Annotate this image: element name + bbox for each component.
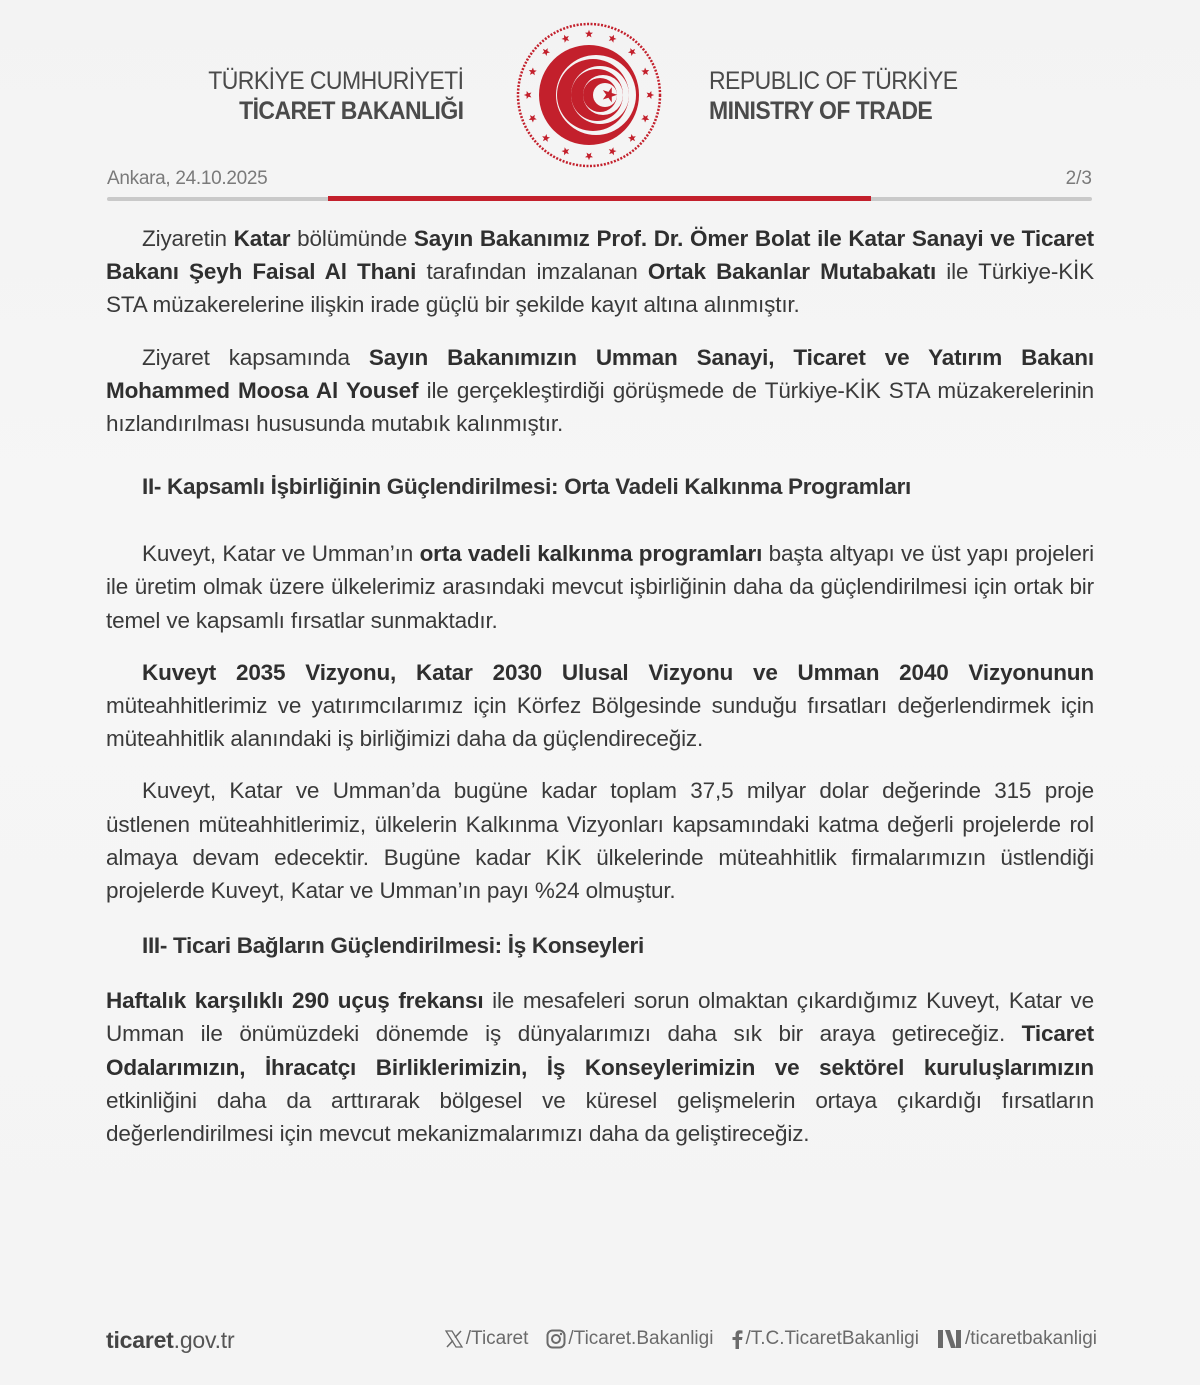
emblem-star <box>542 48 550 56</box>
emblem-star <box>628 48 636 56</box>
document-date: Ankara, 24.10.2025 <box>107 168 268 189</box>
ministry-emblem-icon <box>514 20 664 170</box>
nsosyal-icon <box>937 1329 963 1349</box>
header-english <box>709 66 979 126</box>
social-nsosyal[interactable]: /ticaretbakanligi <box>937 1328 1097 1350</box>
section-heading-2: II- Kapsamlı İşbirliğinin Güçlendirilmesi: Orta Vadeli Kalkınma Programları <box>142 474 911 500</box>
paragraph-contractors: Kuveyt, Katar ve Umman’da bugüne kadar toplam 37,5 milyar dolar değerinde 315 proje üstlenen müteahhitlerimiz, ülkelerin Kalkınma Vizyonları kapsamındaki katma değerli projelerde rol almaya devam edecektir. Bugüne kadar KİK ülkelerinde müteahhitlik firmalarımızın üstlendiği projelerde Kuveyt, Katar ve Umman’ın payı %24 olmuştur. <box>106 778 1094 904</box>
header-divider-accent <box>328 196 871 201</box>
paragraph-qatar: Ziyaretin Katar bölümünde Sayın Bakanımız Prof. Dr. Ömer Bolat ile Katar Sanayi ve Ticaret Bakanı Şeyh Faisal Al Thani tarafından imzalanan Ortak Bakanlar Mutabakatı ile Türkiye-KİK STA müzakerelerine ilişkin irade güçlü bir şekilde kayıt altına alınmıştır. <box>106 226 1095 318</box>
emblem-star <box>524 91 532 99</box>
emblem-star <box>609 147 617 155</box>
letterhead <box>0 0 1200 200</box>
emblem-star <box>647 91 655 99</box>
emblem-star <box>585 30 593 38</box>
emblem-star <box>529 67 537 75</box>
instagram-icon <box>546 1329 566 1349</box>
emblem-star <box>585 153 593 161</box>
footer <box>0 1320 1200 1370</box>
header-right-line1: REPUBLIC OF TÜRKİYE <box>709 67 958 95</box>
x-icon <box>444 1330 464 1348</box>
social-x[interactable]: /Ticaret <box>444 1328 529 1350</box>
website-link[interactable]: ticaret.gov.tr <box>106 1327 235 1353</box>
social-instagram[interactable]: /Ticaret.Bakanligi <box>546 1328 713 1350</box>
emblem-star <box>628 134 636 142</box>
paragraph-visions: Kuveyt 2035 Vizyonu, Katar 2030 Ulusal Vizyonu ve Umman 2040 Vizyonunun müteahhitlerimiz ve yatırımcılarımız için Körfez Bölgesinde sunduğu fırsatları değerlendirmek için müteahhitlik alanındaki iş birliğimizi daha da güçlendireceğiz. <box>106 659 1094 752</box>
header-turkish <box>186 66 464 126</box>
document-body <box>106 222 1094 1169</box>
header-right-line2: MINISTRY OF TRADE <box>709 97 933 125</box>
emblem-star <box>542 134 550 142</box>
paragraph-oman: Ziyaret kapsamında Sayın Bakanımızın Umman Sanayi, Ticaret ve Yatırım Bakanı Mohammed Moosa Al Yousef ile gerçekleştirdiği görüşmede de Türkiye-KİK STA müzakerelerinin hızlandırılması hususunda mutabık kalınmıştır. <box>106 344 1095 437</box>
header-left-line2: TİCARET BAKANLIĞI <box>239 97 464 125</box>
header-left-line1: TÜRKİYE CUMHURİYETİ <box>208 67 464 95</box>
emblem-star <box>529 115 537 123</box>
emblem-star <box>561 35 569 43</box>
emblem-star <box>641 67 649 75</box>
page-number: 2/3 <box>1065 168 1092 189</box>
emblem-star <box>561 147 569 155</box>
section-heading-3: III- Ticari Bağların Güçlendirilmesi: İş Konseyleri <box>142 933 644 959</box>
social-facebook[interactable]: /T.C.TicaretBakanligi <box>731 1328 919 1350</box>
paragraph-business-councils: Haftalık karşılıklı 290 uçuş frekansı ile mesafeleri sorun olmaktan çıkardığımız Kuveyt, Katar ve Umman ile önümüzdeki dönemde iş dünyalarımızı daha sık bir araya getireceğiz. Ticaret Odalarımızın, İhracatçı Birliklerimizin, İş Konseylerimizin ve sektörel kuruluşlarımızın etkinliğini daha da arttırarak bölgesel ve küresel gelişmelerin ortaya çıkardığı fırsatların değerlendirilmesi için mevcut mekanizmalarımızı daha da geliştireceğiz. <box>106 988 1094 1147</box>
paragraph-development-programs: Kuveyt, Katar ve Umman’ın orta vadeli kalkınma programları başta altyapı ve üst yapı projeleri ile üretim olmak üzere ülkelerimiz arasındaki mevcut işbirliğinin daha da güçlendirilmesi için ortak bir temel ve kapsamlı fırsatlar sunmaktadır. <box>106 541 1094 633</box>
facebook-icon <box>731 1329 743 1349</box>
emblem-star <box>641 115 649 123</box>
emblem-star <box>609 35 617 43</box>
social-links <box>444 1328 1097 1350</box>
